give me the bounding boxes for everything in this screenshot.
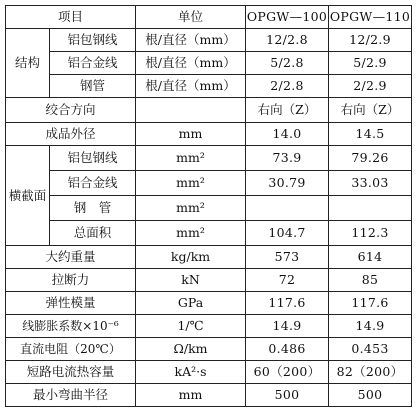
row-name: 铝包钢线 (50, 146, 136, 171)
row-value-a: 30.79 (246, 171, 329, 196)
spec-table-container (5, 5, 411, 410)
row-value-a: 0.486 (246, 338, 329, 361)
row-value-a: 2/2.8 (246, 75, 329, 98)
row-value-b: 117.6 (329, 292, 412, 315)
table-row (6, 75, 412, 98)
row-value-b: 79.26 (329, 146, 412, 171)
header-model-a: OPGW—100 (246, 6, 329, 29)
table-row (6, 52, 412, 75)
row-value-a: 5/2.8 (246, 52, 329, 75)
row-value-a: 12/2.8 (246, 29, 329, 52)
table-row (6, 146, 412, 171)
row-name: 弹性模量 (6, 292, 136, 315)
row-unit: 1/℃ (136, 315, 246, 338)
row-name: 大约重量 (6, 246, 136, 269)
row-name: 短路电流热容量 (6, 361, 136, 384)
row-name: 线膨胀系数×10⁻⁶ (6, 315, 136, 338)
table-row (6, 361, 412, 384)
row-name: 铝包钢线 (50, 29, 136, 52)
row-value-a: 60（200） (246, 361, 329, 384)
row-unit: kA²·s (136, 361, 246, 384)
row-unit (136, 98, 246, 123)
row-unit: kN (136, 269, 246, 292)
row-value-b: 右向（Z） (329, 98, 412, 123)
row-unit: mm² (136, 221, 246, 246)
table-row (6, 29, 412, 52)
row-unit: mm² (136, 171, 246, 196)
row-value-b: 112.3 (329, 221, 412, 246)
row-value-a: 右向（Z） (246, 98, 329, 123)
row-value-a (246, 196, 329, 221)
row-unit: 根/直径（mm） (136, 52, 246, 75)
row-value-a: 72 (246, 269, 329, 292)
row-value-b: 12/2.9 (329, 29, 412, 52)
row-value-b: 500 (329, 384, 412, 407)
row-name: 铝合金线 (50, 52, 136, 75)
header-model-b: OPGW—110 (329, 6, 412, 29)
row-value-a: 14.0 (246, 123, 329, 146)
row-value-b: 82（200） (329, 361, 412, 384)
header-unit: 单位 (136, 6, 246, 29)
row-value-b: 85 (329, 269, 412, 292)
table-row (6, 269, 412, 292)
row-unit: mm² (136, 146, 246, 171)
row-name: 成品外径 (6, 123, 136, 146)
row-value-a: 14.9 (246, 315, 329, 338)
row-value-b: 5/2.9 (329, 52, 412, 75)
opgw-spec-table (5, 5, 412, 407)
table-row (6, 221, 412, 246)
table-row (6, 338, 412, 361)
row-name: 总面积 (50, 221, 136, 246)
row-value-b: 614 (329, 246, 412, 269)
row-name: 钢 管 (50, 196, 136, 221)
group-label-cross-section: 横截面 (6, 146, 50, 246)
row-value-b: 14.5 (329, 123, 412, 146)
row-unit: mm² (136, 196, 246, 221)
row-value-b (329, 196, 412, 221)
row-value-a: 117.6 (246, 292, 329, 315)
row-name: 最小弯曲半径 (6, 384, 136, 407)
table-row (6, 384, 412, 407)
table-row (6, 171, 412, 196)
row-value-a: 500 (246, 384, 329, 407)
row-unit: mm (136, 123, 246, 146)
row-unit: Ω/km (136, 338, 246, 361)
row-name: 直流电阻（20℃） (6, 338, 136, 361)
row-unit: GPa (136, 292, 246, 315)
row-value-b: 14.9 (329, 315, 412, 338)
row-value-b: 33.03 (329, 171, 412, 196)
table-row (6, 196, 412, 221)
row-name: 拉断力 (6, 269, 136, 292)
table-row (6, 292, 412, 315)
row-value-a: 104.7 (246, 221, 329, 246)
table-header-row (6, 6, 412, 29)
row-name: 钢管 (50, 75, 136, 98)
row-value-a: 73.9 (246, 146, 329, 171)
row-unit: 根/直径（mm） (136, 75, 246, 98)
row-value-b: 0.453 (329, 338, 412, 361)
row-value-a: 573 (246, 246, 329, 269)
row-name: 铝合金线 (50, 171, 136, 196)
row-unit: 根/直径（mm） (136, 29, 246, 52)
table-row (6, 123, 412, 146)
table-row (6, 315, 412, 338)
row-value-b: 2/2.9 (329, 75, 412, 98)
table-row (6, 246, 412, 269)
header-item: 项目 (6, 6, 136, 29)
row-unit: kg/km (136, 246, 246, 269)
row-name: 绞合方向 (6, 98, 136, 123)
table-row (6, 98, 412, 123)
row-unit: mm (136, 384, 246, 407)
group-label-structure: 结构 (6, 29, 50, 98)
